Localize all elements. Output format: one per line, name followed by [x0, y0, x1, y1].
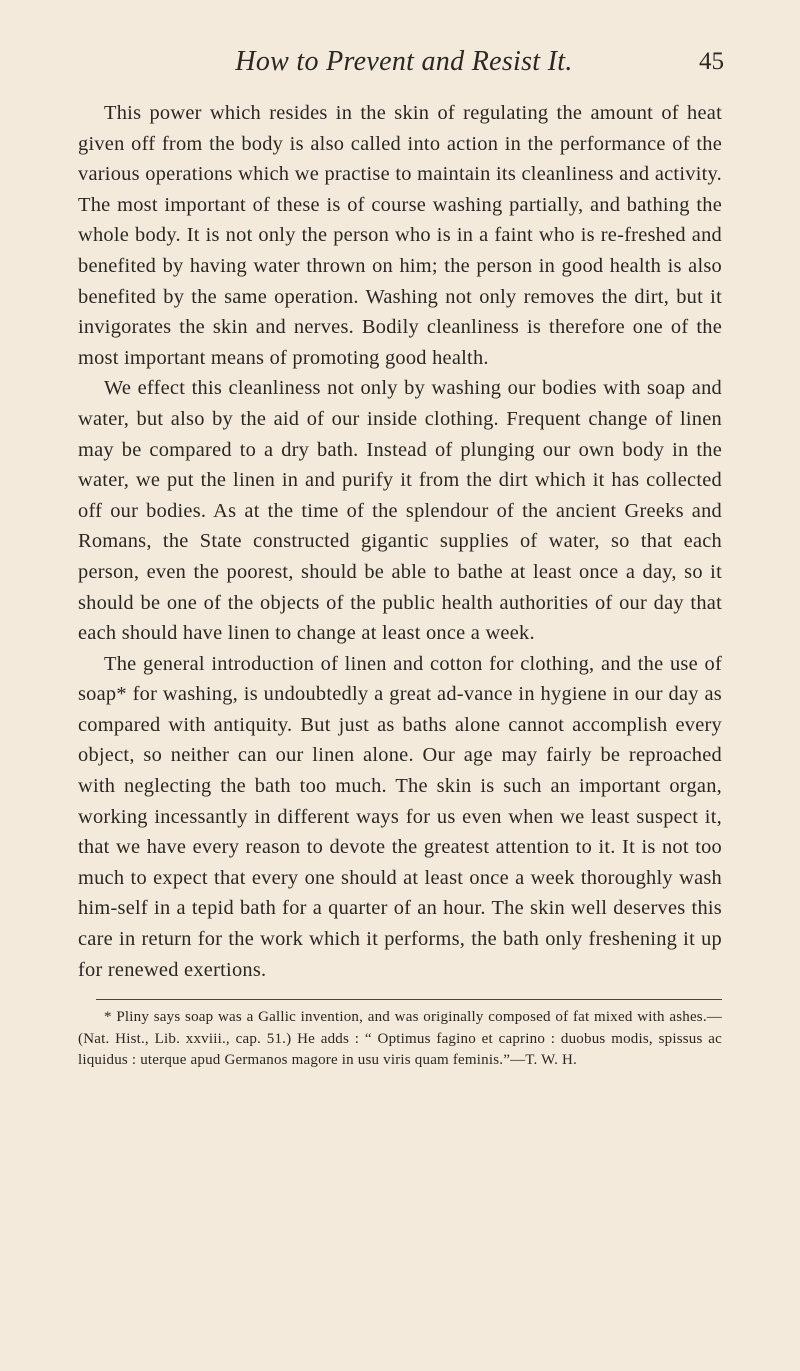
footnote: * Pliny says soap was a Gallic invention, and was originally composed of fat mixed with ashes.—(Nat. Hist., Lib. xxviii., cap. 51.) He adds : “ Optimus fagino et caprino : duobus modis, spissus ac liquidus : uterque apud Germanos magore in usu viris quam feminis.”—T. W. H.: [78, 1009, 722, 1069]
body-text: [78, 98, 722, 985]
page-number: 45: [699, 48, 724, 75]
running-title: How to Prevent and Resist It.: [235, 46, 573, 77]
paragraph-bathing: The general introduction of linen and cotton for clothing, and the use of soap* for washing, is undoubtedly a great ad-vance in hygiene in our day as compared with antiquity. But just as baths alone cannot accomplish every object, so neither can our linen alone. Our age may fairly be reproached with neglecting the bath too much. The skin is such an important organ, working incessantly in different ways for us even when we least suspect it, that we have every reason to devote the greatest attention to it. It is not too much to expect that every one should at least once a week thoroughly wash him-self in a tepid bath for a quarter of an hour. The skin well deserves this care in return for the work which it performs, the bath only freshening it up for renewed exertions.: [78, 652, 722, 981]
paragraph-cleanliness: This power which resides in the skin of regulating the amount of heat given off from the body is also called into action in the performance of the various operations which we practise to maintain its cleanliness and activity. The most important of these is of course washing partially, and bathing the whole body. It is not only the person who is in a faint who is re-freshed and benefited by having water thrown on him; the person in good health is also benefited by the same operation. Washing not only removes the dirt, but it invigorates the skin and nerves. Bodily cleanliness is therefore one of the most important means of promoting good health.: [78, 102, 722, 369]
paragraph-linen: We effect this cleanliness not only by washing our bodies with soap and water, but also by the aid of our inside clothing. Frequent change of linen may be compared to a dry bath. Instead of plunging our own body in the water, we put the linen in and purify it from the dirt which it has collected off our bodies. As at the time of the splendour of the ancient Greeks and Romans, the State constructed gigantic supplies of water, so that each person, even the poorest, should be able to bathe at least once a day, so it should be one of the objects of the public health authorities of our day that each should have linen to change at least once a week.: [78, 377, 722, 645]
footnote-divider: [96, 999, 722, 1000]
page-header: [86, 40, 722, 84]
